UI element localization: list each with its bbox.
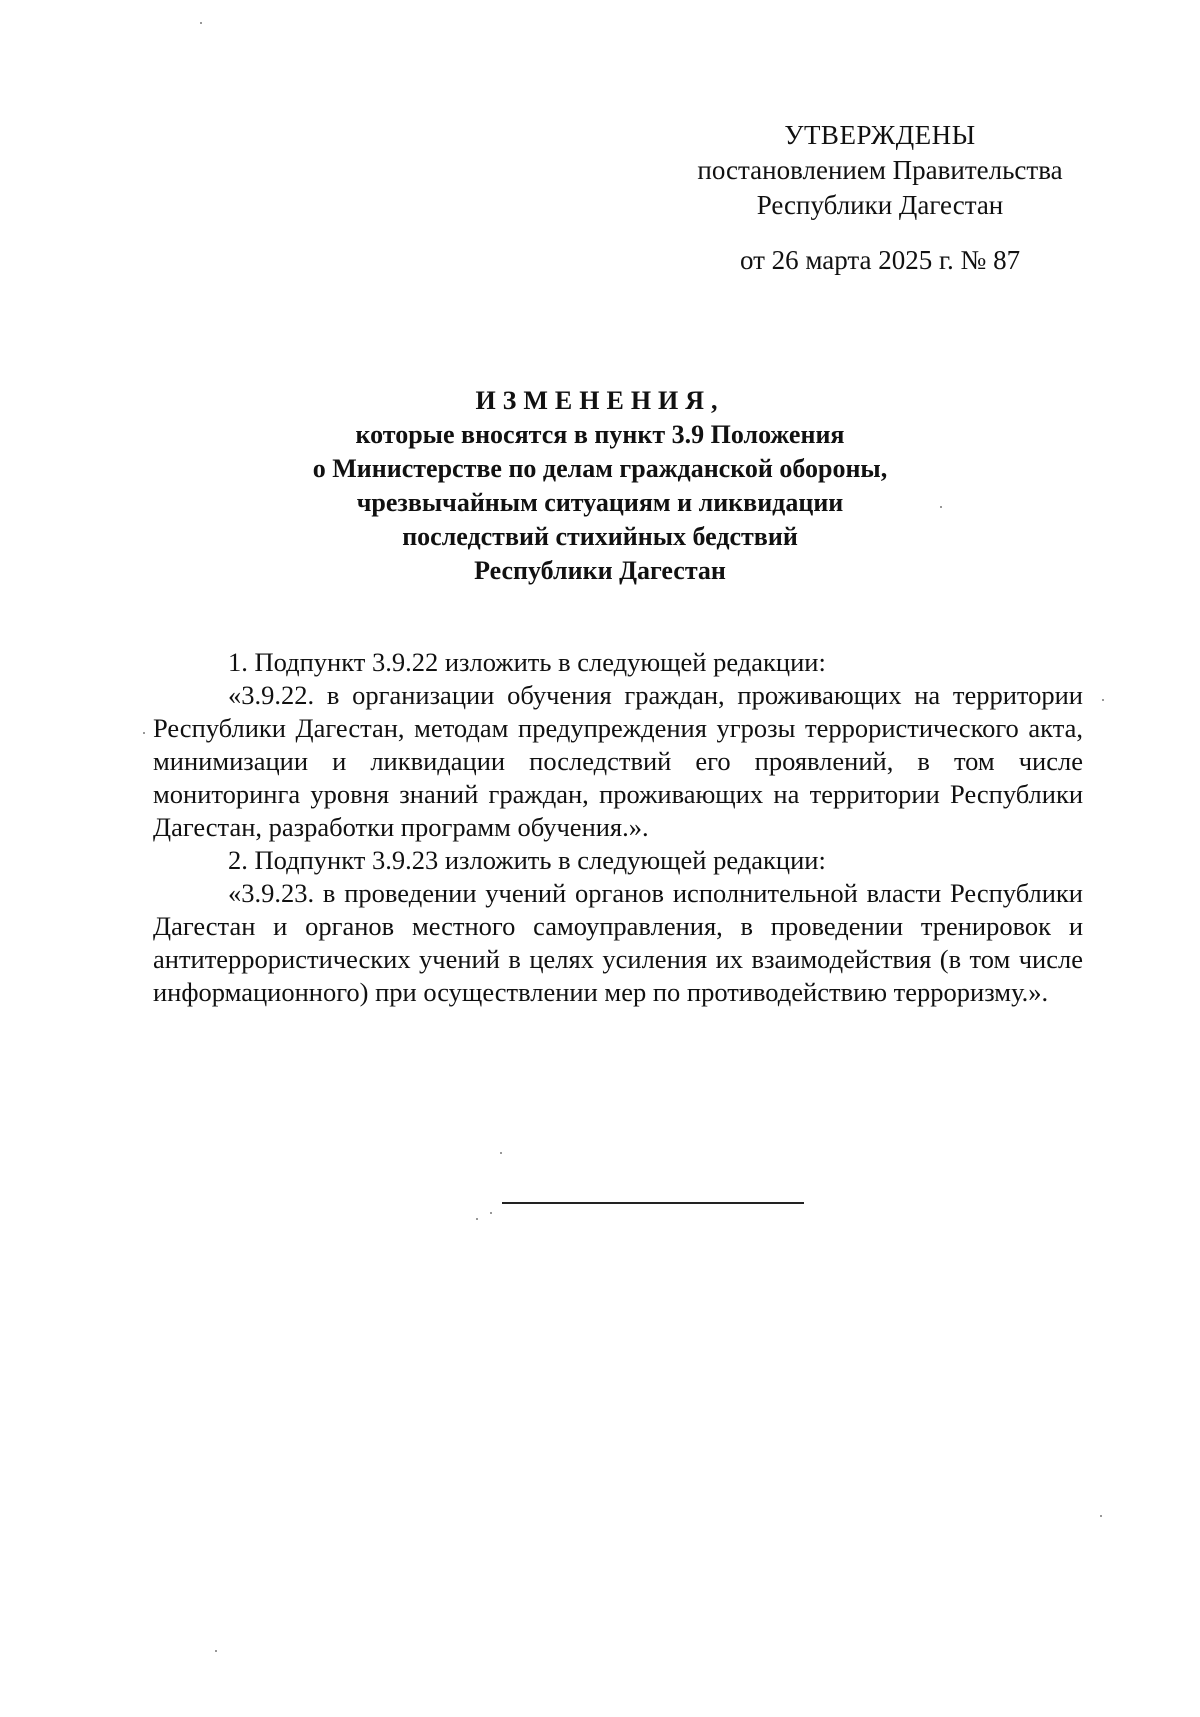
title-line: Республики Дагестан <box>474 556 726 585</box>
paragraph-item-1: 1. Подпункт 3.9.22 изложить в следующей редакции: <box>228 647 826 677</box>
title-line: последствий стихийных бедствий <box>402 522 798 551</box>
scan-speck <box>143 732 145 734</box>
paragraph-item-2-text: «3.9.23. в проведении учений органов исполнительной власти Республики Дагестан и органов местного самоуправления, в проведении тренировок и антитеррористических учений в целях усиления их взаимодействия (в том числе информационного) при осуществлении мер по противодействию терроризму.». <box>153 878 1083 1007</box>
title-heading: ИЗМЕНЕНИЯ, <box>475 386 725 415</box>
scan-speck <box>200 22 202 24</box>
scan-speck <box>1100 1515 1102 1517</box>
approval-line-2: Республики Дагестан <box>756 190 1004 220</box>
title-line: чрезвычайным ситуациям и ликвидации <box>356 488 844 517</box>
title-line: о Министерстве по делам гражданской обороны, <box>312 454 888 483</box>
scan-speck <box>476 1218 478 1220</box>
document-body <box>153 646 1083 1009</box>
approval-line-1: постановлением Правительства <box>697 155 1063 185</box>
scan-speck <box>215 1650 217 1652</box>
approved-label: УТВЕРЖДЕНЫ <box>784 120 976 150</box>
scan-speck <box>940 506 942 508</box>
scan-speck <box>1102 699 1104 701</box>
paragraph-item-2: 2. Подпункт 3.9.23 изложить в следующей редакции: <box>228 845 826 875</box>
scan-speck <box>490 1212 492 1214</box>
approval-block <box>680 118 1080 278</box>
scan-speck <box>500 1152 502 1154</box>
approval-date: от 26 марта 2025 г. № 87 <box>739 245 1021 275</box>
paragraph-item-1-text: «3.9.22. в организации обучения граждан, проживающих на территории Республики Дагестан, методам предупреждения угрозы террористического акта, минимизации и ликвидации последствий его проявлений, в том числе мониторинга уровня знаний граждан, проживающих на территории Республики Дагестан, разработки программ обучения.». <box>153 680 1083 842</box>
title-line: которые вносятся в пункт 3.9 Положения <box>355 420 845 449</box>
end-separator-line <box>502 1202 804 1204</box>
document-title <box>250 384 950 588</box>
